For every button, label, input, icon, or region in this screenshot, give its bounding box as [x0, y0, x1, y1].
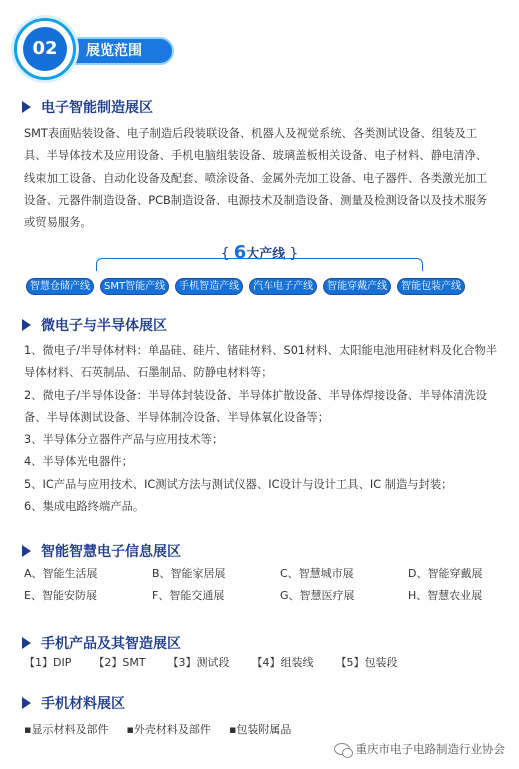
section-title-semiconductor: 微电子与半导体展区	[22, 315, 167, 335]
production-line-pill: SMT智能产线	[100, 278, 169, 295]
section-header	[14, 18, 174, 80]
mobile-materials-list	[24, 721, 291, 737]
section-body-semiconductor	[24, 340, 498, 518]
chevron-right-icon	[22, 101, 31, 113]
list-item: 【2】SMT	[93, 656, 146, 669]
list-item: 6、集成电路终端产品。	[24, 500, 145, 514]
list-item: C、智慧城市展	[280, 567, 354, 580]
list-item: 【5】包装段	[335, 656, 398, 669]
list-item: B、智能家居展	[152, 567, 226, 580]
list-item: G、智慧医疗展	[280, 589, 355, 602]
section-title-smart-info: 智能智慧电子信息展区	[22, 541, 181, 561]
production-line-pill: 智能穿戴产线	[323, 278, 391, 295]
list-item: 5、IC产品与应用技术、IC测试方法与测试仪器、IC设计与设计工具、IC 制造与封装；	[24, 477, 453, 491]
list-item: D、智能穿戴展	[408, 567, 483, 580]
section-title-electronic-manufacturing: 电子智能制造展区	[22, 97, 153, 117]
production-line-pill: 智慧仓储产线	[26, 278, 94, 295]
account-name: 重庆市电子电路制造行业协会	[355, 742, 505, 756]
production-line-pill: 智能包装产线	[397, 278, 465, 295]
list-item: 4、半导体光电器件；	[24, 455, 133, 469]
chevron-right-icon	[22, 545, 31, 557]
list-item: 1、微电子/半导体材料：单晶硅、硅片、锗硅材料、S01材料、太阳能电池用硅材料及化合物半导体材料、石英制品、石墨制品、防静电材料等；	[24, 344, 498, 380]
list-item: ▪显示材料及部件	[24, 723, 109, 736]
list-item: 【1】DIP	[24, 656, 72, 669]
list-item: H、智慧农业展	[408, 589, 483, 602]
section-title-mobile-products: 手机产品及其智造展区	[22, 633, 181, 653]
section-title-mobile-materials: 手机材料展区	[22, 693, 125, 713]
list-item: 【3】测试段	[167, 656, 230, 669]
header-badge	[14, 18, 76, 80]
production-line-pill: 手机智造产线	[175, 278, 243, 295]
list-item: E、智能安防展	[24, 589, 97, 602]
list-item: 3、半导体分立器件产品与应用技术等；	[24, 433, 224, 447]
list-item: A、智能生活展	[24, 567, 98, 580]
smart-info-grid	[24, 563, 504, 607]
list-item: ▪外壳材料及部件	[126, 723, 211, 736]
wechat-account-watermark	[334, 741, 506, 757]
production-lines-list	[26, 278, 465, 295]
list-item: F、智能交通展	[152, 589, 225, 602]
chevron-right-icon	[22, 319, 31, 331]
header-number: 02	[23, 27, 67, 71]
section-body-electronic-manufacturing: SMT表面贴装设备、电子制造后段装联设备、机器人及视觉系统、各类测试设备、组装及工具、半导体技术及应用设备、手机电脑组装设备、玻璃盖板相关设备、电子材料、静电清净、线束加工设备、自动化设备及配套、喷涂设备、金属外壳加工设备、电子器件、各类激光加工设备、元器件制造设备、PCB制造设备、电源技术及制造设备、测量及检测设备以及技术服务或贸易服务。	[24, 127, 488, 230]
list-item: 2、微电子/半导体设备：半导体封装设备、半导体扩散设备、半导体焊接设备、半导体清洗设备、半导体测试设备、半导体制冷设备、半导体氧化设备等；	[24, 388, 487, 424]
mobile-process-list	[24, 654, 398, 670]
chevron-right-icon	[22, 637, 31, 649]
production-lines-heading: { 6大产线 }	[220, 242, 299, 263]
wechat-icon	[334, 743, 350, 755]
chevron-right-icon	[22, 697, 31, 709]
list-item: 【4】组装线	[251, 656, 314, 669]
list-item: ▪包装附属品	[228, 723, 292, 736]
production-line-pill: 汽车电子产线	[249, 278, 317, 295]
header-tab	[66, 37, 174, 65]
header-title: 展览范围	[86, 43, 142, 59]
production-lines-bracket	[96, 258, 423, 271]
